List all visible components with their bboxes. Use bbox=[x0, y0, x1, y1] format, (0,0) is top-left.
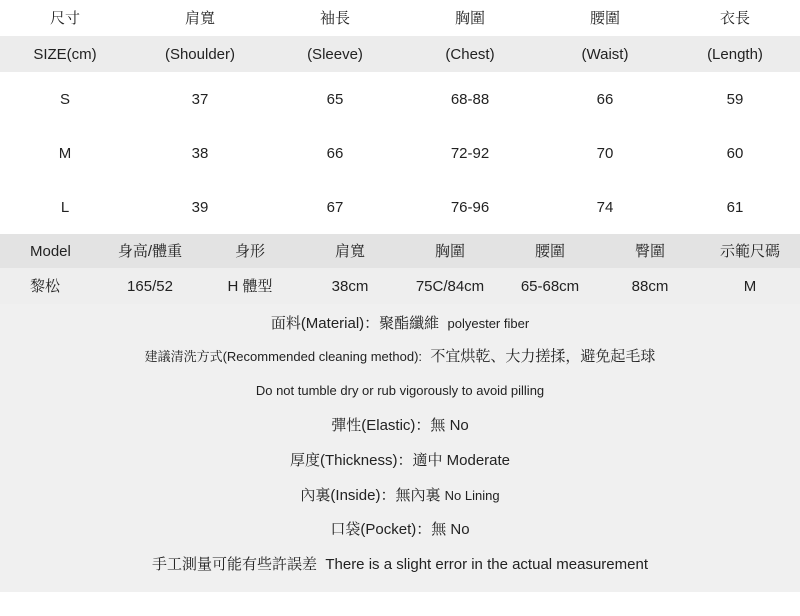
size-table bbox=[0, 0, 800, 234]
size-cell: S bbox=[59, 90, 70, 108]
header-zh-cell: 衣長 bbox=[719, 9, 750, 27]
cleaning-line bbox=[0, 349, 800, 364]
model-data-cell: H 體型 bbox=[227, 277, 273, 295]
size-row-l bbox=[0, 180, 800, 234]
model-data-cell: 75C/84cm bbox=[415, 277, 485, 295]
model-header-cell: 肩寬 bbox=[334, 242, 365, 260]
model-data-cell: M bbox=[743, 277, 757, 295]
size-cell: 39 bbox=[191, 198, 209, 216]
size-header-en-row bbox=[0, 36, 800, 72]
bottom-margin bbox=[0, 592, 800, 616]
header-en-cell: (Waist) bbox=[581, 45, 629, 63]
cleaning-en-line: Do not tumble dry or rub vigorously to avoid pilling bbox=[255, 383, 545, 398]
header-en-cell: (Length) bbox=[707, 45, 763, 63]
model-header-cell: 身形 bbox=[234, 242, 265, 260]
model-header-cell: Model bbox=[30, 242, 71, 260]
header-en-cell: (Chest) bbox=[445, 45, 495, 63]
material-value: 聚酯纖維 bbox=[379, 315, 440, 332]
size-cell: 61 bbox=[726, 198, 744, 216]
cleaning-label: 建議清洗方式(Recommended cleaning method): bbox=[144, 349, 423, 364]
model-header-cell: 身高/體重 bbox=[117, 242, 183, 260]
size-cell: M bbox=[58, 144, 72, 162]
model-header-cell: 腰圍 bbox=[534, 242, 565, 260]
material-en: polyester fiber bbox=[447, 316, 530, 331]
inside-line bbox=[0, 488, 800, 503]
size-row-m bbox=[0, 126, 800, 180]
model-data-cell: 65-68cm bbox=[520, 277, 580, 295]
model-data-cell: 165/52 bbox=[127, 277, 173, 295]
error-line bbox=[0, 557, 800, 572]
size-cell: 74 bbox=[596, 198, 614, 216]
model-data-cell: 黎松 bbox=[30, 277, 61, 295]
model-header-cell: 臀圍 bbox=[634, 242, 665, 260]
size-cell: 66 bbox=[326, 144, 344, 162]
material-label: 面料(Material)： bbox=[270, 315, 380, 332]
pocket-line: 口袋(Pocket)：無 No bbox=[330, 521, 470, 538]
inside-label: 內裏(Inside)：無內裏 bbox=[300, 487, 441, 504]
header-zh-cell: 肩寬 bbox=[184, 9, 215, 27]
header-en-cell: (Sleeve) bbox=[307, 45, 363, 63]
size-cell: 66 bbox=[596, 90, 614, 108]
size-cell: 72-92 bbox=[450, 144, 490, 162]
size-row-s bbox=[0, 72, 800, 126]
error-zh: 手工測量可能有些許誤差 bbox=[151, 556, 317, 573]
size-cell: 60 bbox=[726, 144, 744, 162]
inside-en: No Lining bbox=[444, 488, 500, 503]
model-table bbox=[0, 234, 800, 304]
size-cell: 65 bbox=[326, 90, 344, 108]
header-zh-cell: 胸圍 bbox=[454, 9, 485, 27]
header-en-cell: (Shoulder) bbox=[164, 45, 236, 63]
thickness-line: 厚度(Thickness)：適中 Moderate bbox=[289, 452, 511, 469]
size-cell: 68-88 bbox=[450, 90, 490, 108]
header-zh-cell: 腰圍 bbox=[589, 9, 620, 27]
model-header-cell: 示範尺碼 bbox=[719, 242, 780, 260]
model-data-cell: 88cm bbox=[631, 277, 669, 295]
header-en-cell: SIZE(cm) bbox=[33, 45, 97, 63]
size-cell: 59 bbox=[726, 90, 744, 108]
elastic-line: 彈性(Elastic)：無 No bbox=[331, 417, 469, 434]
size-cell: 38 bbox=[191, 144, 209, 162]
material-line bbox=[0, 316, 800, 331]
size-header-zh-row bbox=[0, 0, 800, 36]
size-cell: 76-96 bbox=[450, 198, 490, 216]
header-zh-cell: 袖長 bbox=[319, 9, 350, 27]
cleaning-value: 不宜烘乾、大力搓揉，避免起毛球 bbox=[430, 348, 656, 365]
model-header-cell: 胸圍 bbox=[434, 242, 465, 260]
model-data-row bbox=[0, 268, 800, 304]
header-zh-cell: 尺寸 bbox=[49, 9, 80, 27]
model-data-cell: 38cm bbox=[331, 277, 369, 295]
product-info-block bbox=[0, 304, 800, 592]
model-header-row bbox=[0, 234, 800, 268]
error-en: There is a slight error in the actual measurement bbox=[325, 556, 648, 573]
size-cell: L bbox=[60, 198, 70, 216]
size-cell: 70 bbox=[596, 144, 614, 162]
size-cell: 37 bbox=[191, 90, 209, 108]
size-cell: 67 bbox=[326, 198, 344, 216]
